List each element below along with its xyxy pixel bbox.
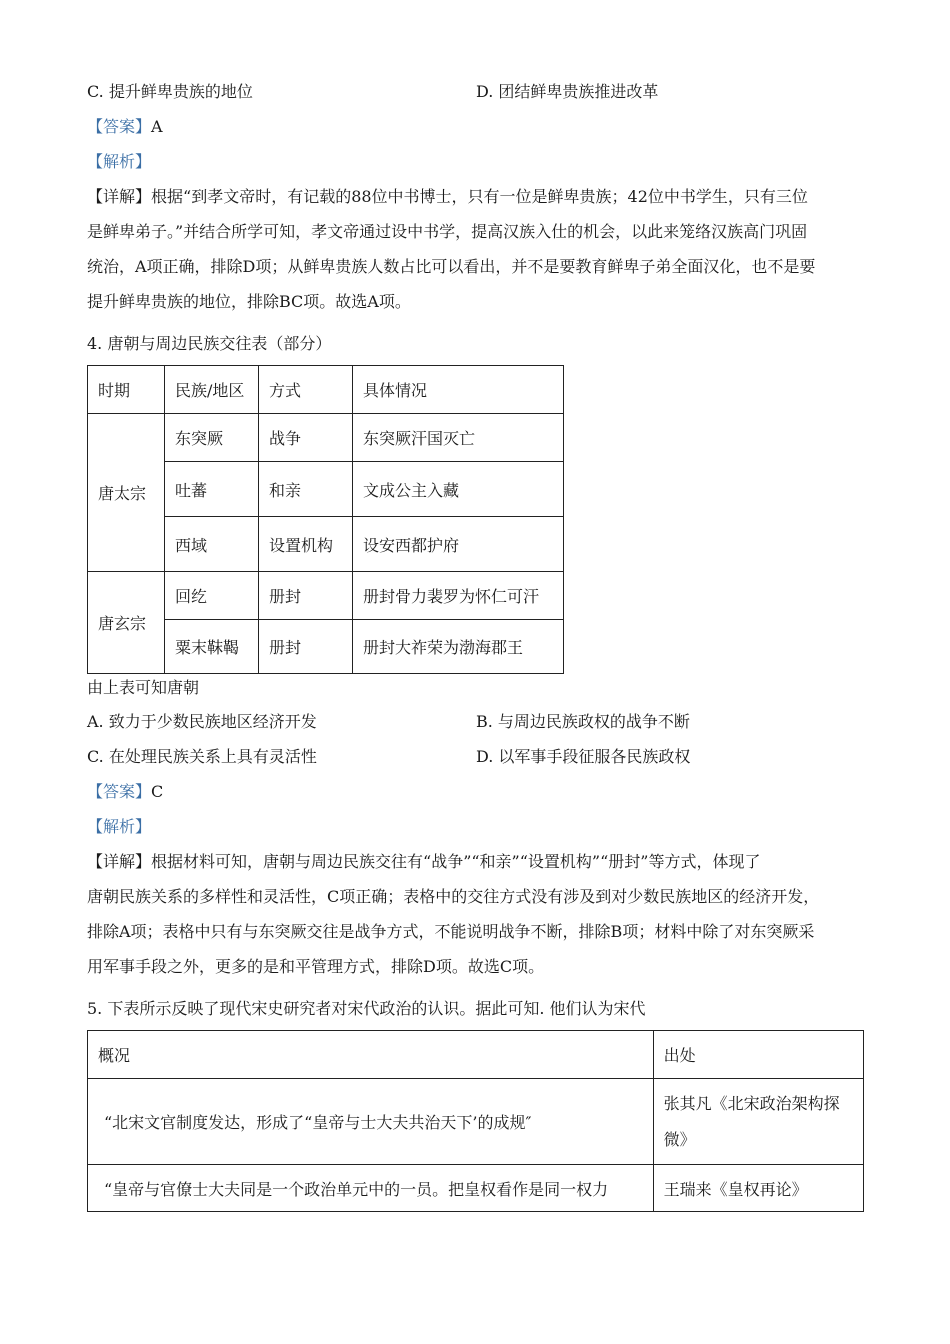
table-header-row — [88, 366, 564, 414]
q4-analysis-tag: 【解析】 — [87, 817, 152, 836]
q4-detail-paragraph — [87, 844, 867, 984]
detail-tag: 【详解】 — [87, 187, 152, 206]
table-cell: “皇帝与官僚士大夫同是一个政治单元中的一员。把皇权看作是同一权力 — [88, 1165, 654, 1212]
table-cell: “北宋文官制度发达，形成了“皇帝与士大夫共治天下’的成规″ — [88, 1079, 654, 1165]
q5-title: 5. 下表所示反映了现代宋史研究者对宋代政治的认识。据此可知. 他们认为宋代 — [87, 999, 646, 1018]
q4-option-a: A. 致力于少数民族地区经济开发 — [87, 712, 317, 731]
table-header-cell: 民族/地区 — [165, 366, 259, 414]
table-cell: 册封大祚荣为渤海郡王 — [353, 620, 564, 674]
q4-option-c: C. 在处理民族关系上具有灵活性 — [87, 747, 317, 766]
q4-answer — [87, 782, 163, 802]
table-cell: 东突厥汗国灭亡 — [353, 414, 564, 462]
table-header-row — [88, 1031, 864, 1079]
q3-answer — [87, 117, 163, 137]
table-cell: 册封 — [259, 572, 353, 620]
q4-option-b: B. 与周边民族政权的战争不断 — [476, 712, 690, 731]
period-cell: 唐太宗 — [88, 414, 165, 572]
table-row — [88, 1165, 864, 1212]
detail-tag: 【详解】 — [87, 852, 152, 871]
detail-line: 唐朝民族关系的多样性和灵活性，C项正确；表格中的交往方式没有涉及到对少数民族地区的经济开发， — [87, 887, 820, 906]
detail-line: 统治，A项正确，排除D项；从鲜卑贵族人数占比可以看出，并不是要教育鲜卑子弟全面汉化，也不是要 — [87, 257, 816, 276]
answer-tag: 【答案】 — [87, 117, 152, 136]
table-cell: 册封骨力裴罗为怀仁可汗 — [353, 572, 564, 620]
q4-title: 4. 唐朝与周边民族交往表（部分） — [87, 334, 332, 353]
table-row — [88, 1079, 864, 1165]
table-header-cell: 方式 — [259, 366, 353, 414]
detail-line: 【详解】根据“到孝文帝时，有记载的88位中书博士，只有一位是鲜卑贵族；42位中书学生，只有三位 — [87, 187, 808, 206]
table-cell: 战争 — [259, 414, 353, 462]
table-row — [88, 572, 564, 620]
table-header-cell: 时期 — [88, 366, 165, 414]
table-header-cell: 具体情况 — [353, 366, 564, 414]
q3-analysis-tag: 【解析】 — [87, 152, 152, 171]
table-cell: 粟末靺鞨 — [165, 620, 259, 674]
answer-value: A — [151, 117, 163, 136]
table-header-cell: 出处 — [653, 1031, 863, 1079]
q3-detail-paragraph — [87, 179, 867, 319]
table-cell: 东突厥 — [165, 414, 259, 462]
answer-value: C — [151, 782, 164, 801]
answer-tag: 【答案】 — [87, 782, 152, 801]
q3-option-c: C. 提升鲜卑贵族的地位 — [87, 82, 253, 101]
table-cell: 张其凡《北宋政治架构探 微》 — [653, 1079, 863, 1165]
detail-line: 是鲜卑弟子。”并结合所学可知，孝文帝通过设中书学，提高汉族入仕的机会，以此来笼络汉族高门巩固 — [87, 222, 808, 241]
table-cell: 吐蕃 — [165, 462, 259, 517]
song-politics-table — [87, 1030, 864, 1212]
table-cell: 文成公主入藏 — [353, 462, 564, 517]
detail-line: 排除A项；表格中只有与东突厥交往是战争方式，不能说明战争不断，排除B项；材料中除了对东突厥采 — [87, 922, 815, 941]
table-cell: 王瑞来《皇权再论》 — [653, 1165, 863, 1212]
q4-option-d: D. 以军事手段征服各民族政权 — [476, 747, 691, 766]
q3-option-d: D. 团结鲜卑贵族推进改革 — [476, 82, 659, 101]
table-header-cell: 概况 — [88, 1031, 654, 1079]
table-cell: 回纥 — [165, 572, 259, 620]
table-cell: 和亲 — [259, 462, 353, 517]
table-cell: 设安西都护府 — [353, 517, 564, 572]
table-row — [88, 414, 564, 462]
table-cell: 册封 — [259, 620, 353, 674]
period-cell: 唐玄宗 — [88, 572, 165, 674]
tang-relations-table — [87, 365, 564, 674]
detail-line: 【详解】根据材料可知，唐朝与周边民族交往有“战争”“和亲”“设置机构”“册封”等方式，体现了 — [87, 852, 761, 871]
q4-stem: 由上表可知唐朝 — [87, 678, 200, 697]
detail-line: 提升鲜卑贵族的地位，排除BC项。故选A项。 — [87, 292, 411, 311]
table-cell: 西域 — [165, 517, 259, 572]
table-cell: 设置机构 — [259, 517, 353, 572]
detail-line: 用军事手段之外，更多的是和平管理方式，排除D项。故选C项。 — [87, 957, 545, 976]
